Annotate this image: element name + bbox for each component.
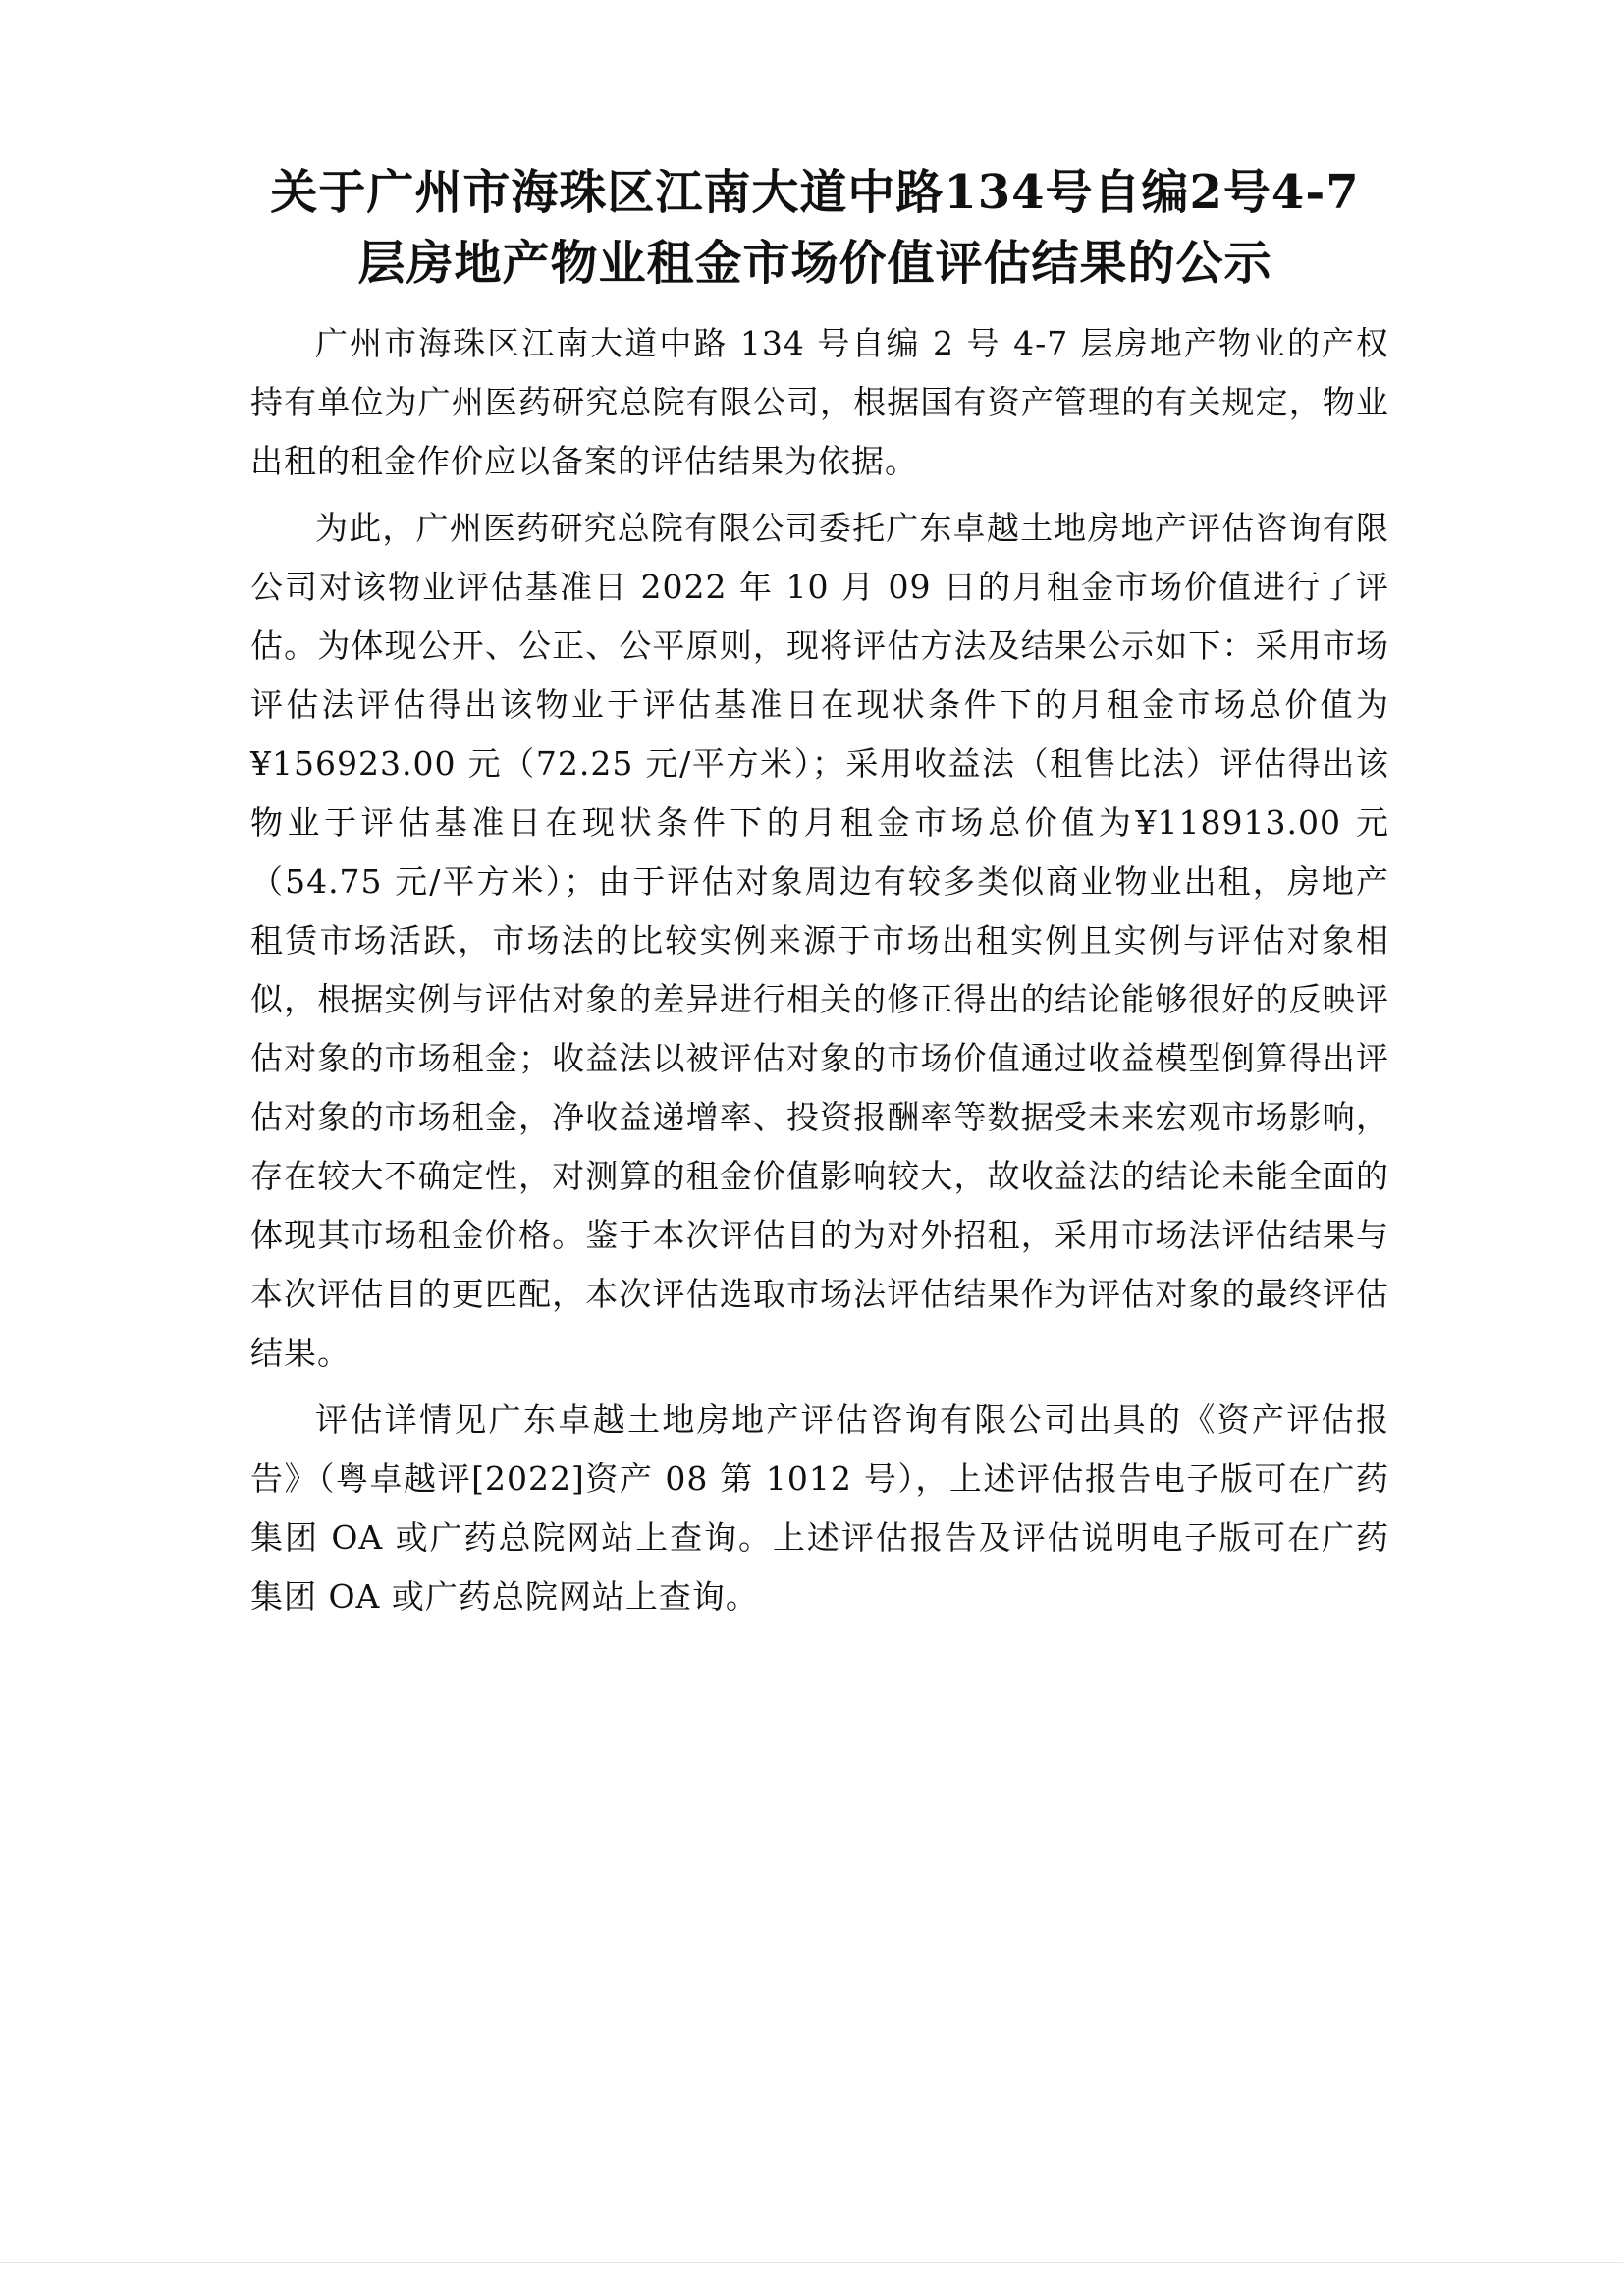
scan-edge-line xyxy=(0,2262,1623,2263)
title-line-2: 层房地产物业租金市场价值评估结果的公示 xyxy=(357,236,1272,291)
paragraph-report-details: 评估详情见广东卓越土地房地产评估咨询有限公司出具的《资产评估报告》（粤卓越评[2022]资产 08 第 1012 号），上述评估报告电子版可在广药集团 OA 或广药总院网站上查询。上述评估报告及评估说明电子版可在广药集团 OA 或广药总院网站上查询。 xyxy=(250,1400,1389,1615)
document-body xyxy=(250,314,1389,1634)
title-line-1: 关于广州市海珠区江南大道中路134号自编2号4-7 xyxy=(270,165,1360,220)
paragraph-ownership: 广州市海珠区江南大道中路 134 号自编 2 号 4-7 层房地产物业的产权持有单位为广州医药研究总院有限公司，根据国有资产管理的有关规定，物业出租的租金作价应以备案的评估结果为依据。 xyxy=(250,324,1389,480)
paragraph-valuation-results: 为此，广州医药研究总院有限公司委托广东卓越土地房地产评估咨询有限公司对该物业评估基准日 2022 年 10 月 09 日的月租金市场价值进行了评估。为体现公开、公正、公平原则，现将评估方法及结果公示如下：采用市场评估法评估得出该物业于评估基准日在现状条件下的月租金市场总价值为¥156923.00 元（72.25 元/平方米）；采用收益法（租售比法）评估得出该物业于评估基准日在现状条件下的月租金市场总价值为¥118913.00 元（54.75 元/平方米）；由于评估对象周边有较多类似商业物业出租，房地产租赁市场活跃，市场法的比较实例来源于市场出租实例且实例与评估对象相似，根据实例与评估对象的差异进行相关的修正得出的结论能够很好的反映评估对象的市场租金；收益法以被评估对象的市场价值通过收益模型倒算得出评估对象的市场租金，净收益递增率、投资报酬率等数据受未来宏观市场影响，存在较大不确定性，对测算的租金价值影响较大，故收益法的结论未能全面的体现其市场租金价格。鉴于本次评估目的为对外招租，采用市场法评估结果与本次评估目的更匹配，本次评估选取市场法评估结果作为评估对象的最终评估结果。 xyxy=(250,509,1389,1372)
document-title xyxy=(226,157,1404,299)
